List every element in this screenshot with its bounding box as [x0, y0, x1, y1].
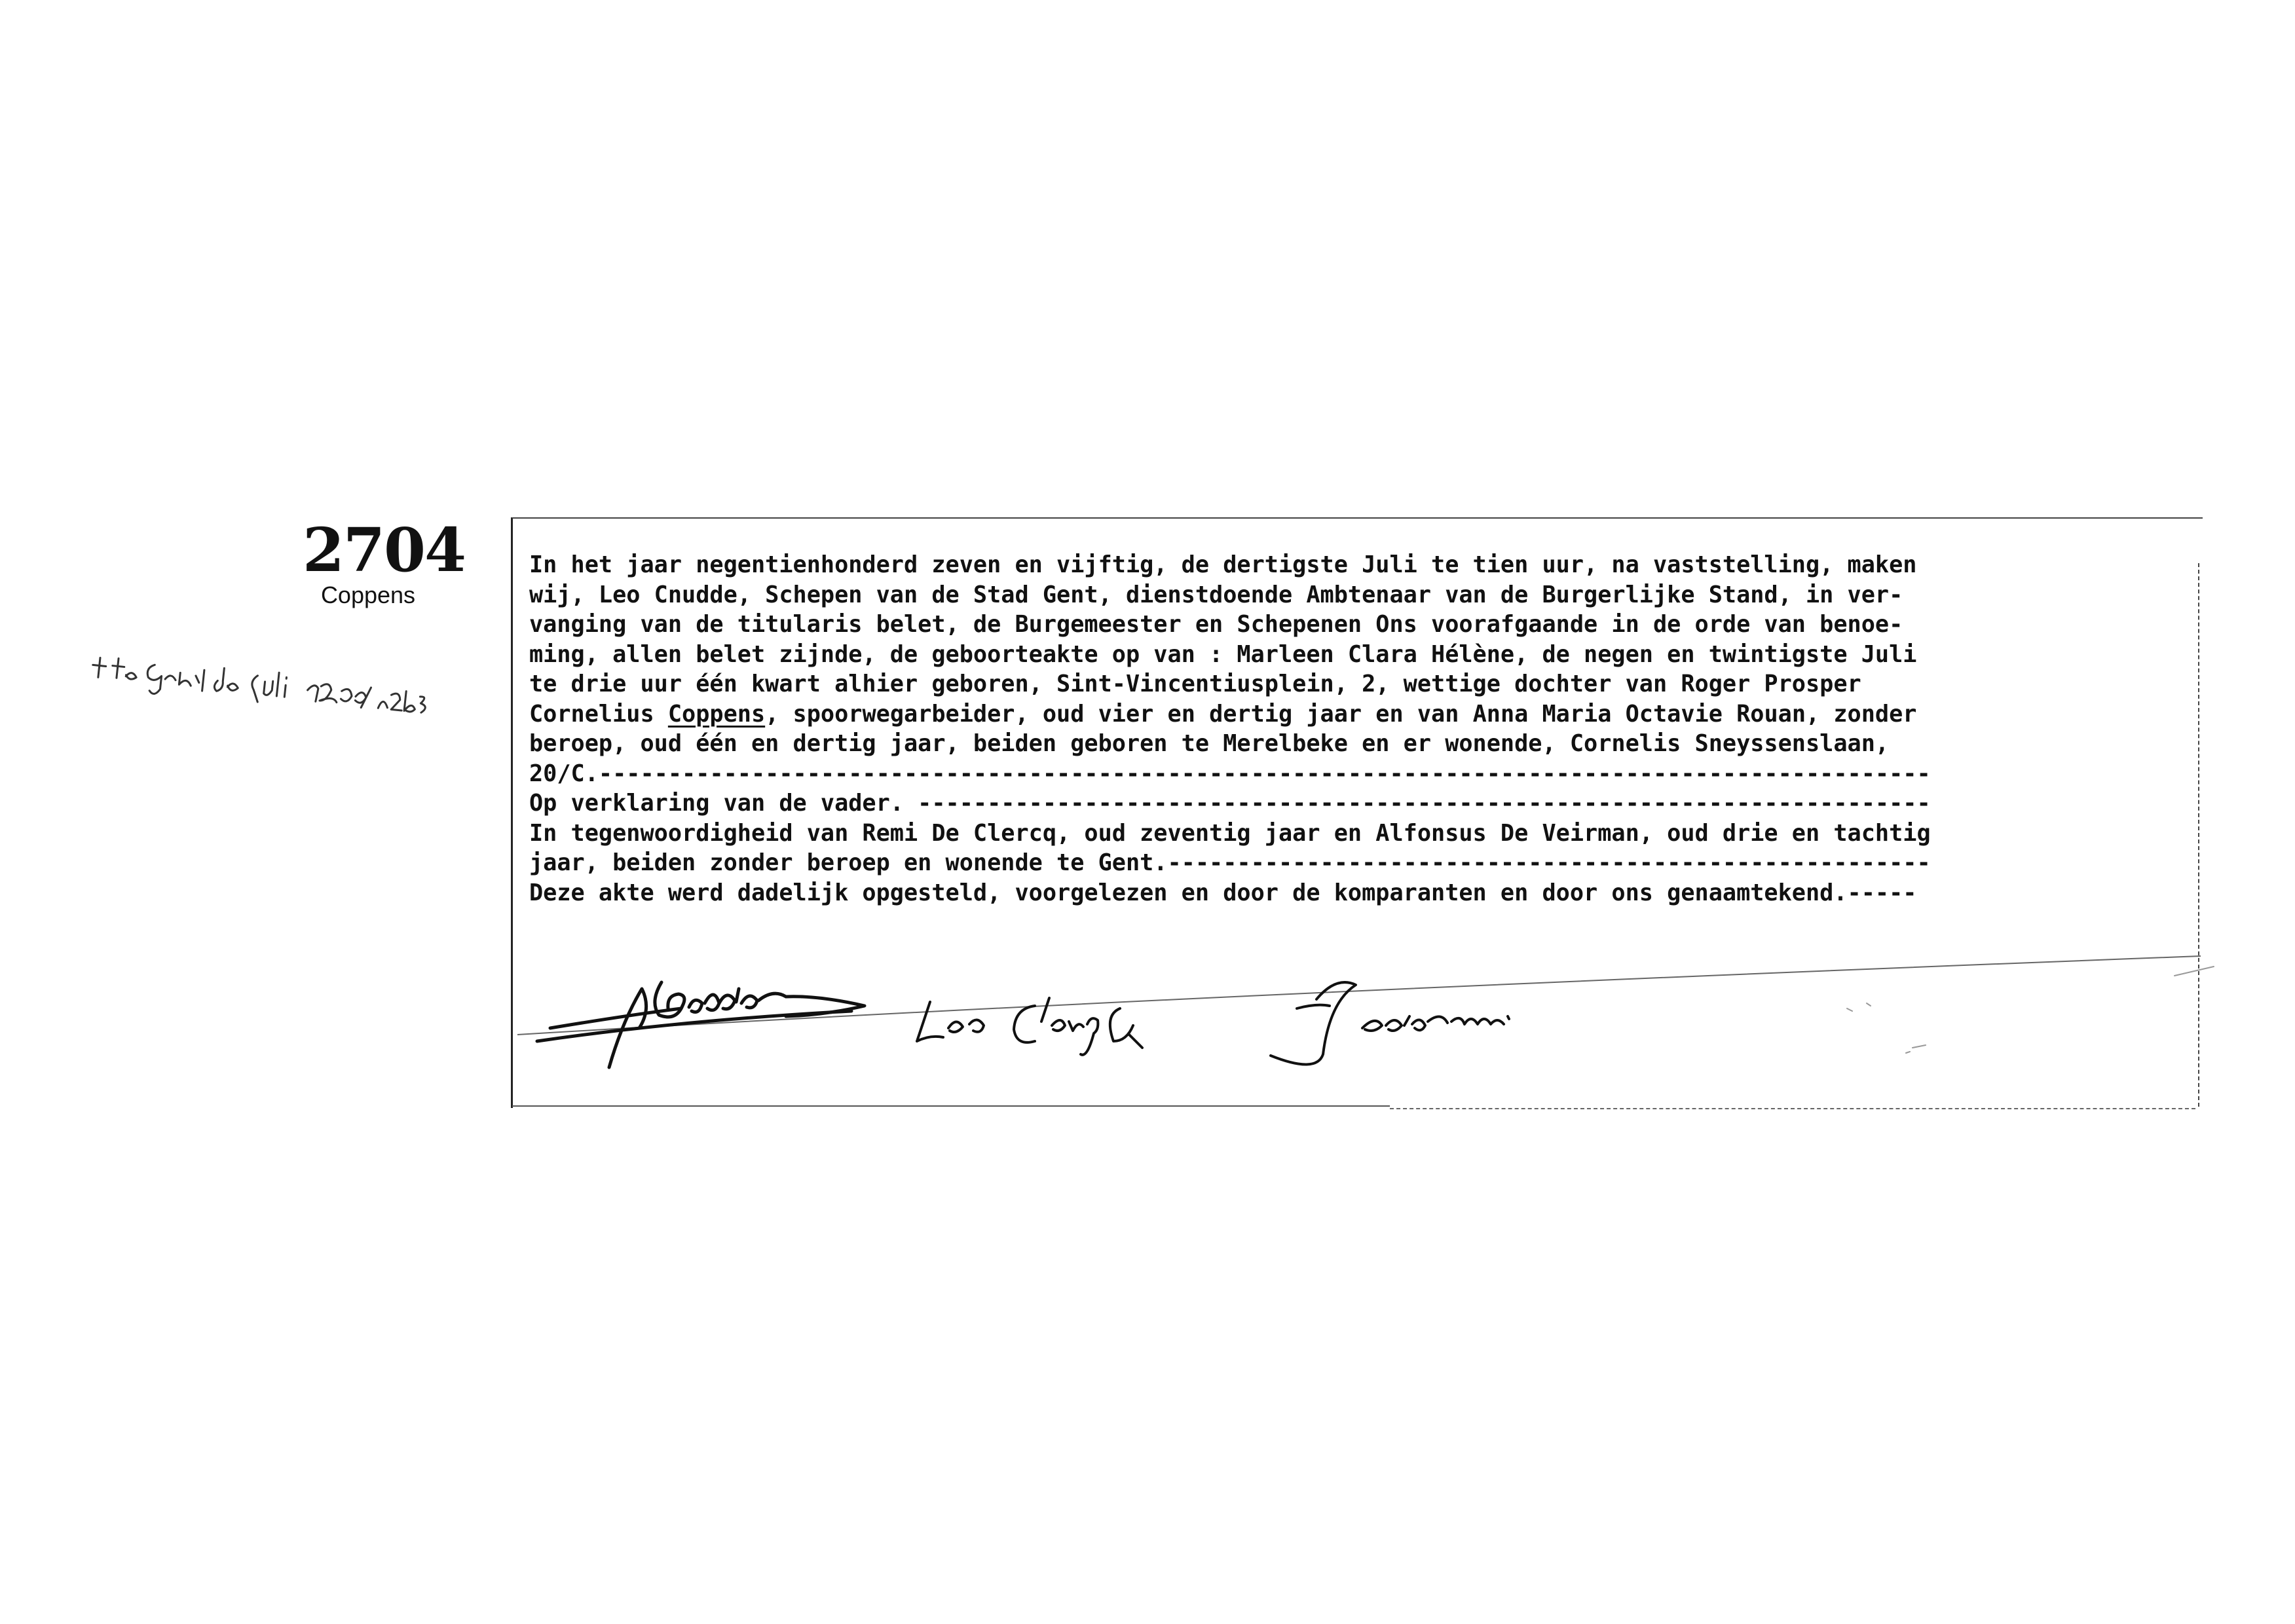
act-number: 2704: [303, 515, 466, 585]
record-line-8: 20/C.------------------------------------------------------------------------------------------------: [529, 760, 1931, 787]
record-line-6-start: Cornelius: [529, 700, 668, 728]
signature-area: [511, 943, 2240, 1094]
record-line-9: Op verklaring van de vader. -------------------------------------------------------------------------: [529, 790, 1931, 817]
record-line-5: te drie uur één kwart alhier geboren, Sint-Vincentiusplein, 2, wettige dochter van Roger Prosper: [529, 671, 1861, 697]
act-surname: Coppens: [320, 581, 416, 608]
record-line-11: jaar, beiden zonder beroep en wonende te Gent.-------------------------------------------------------: [529, 849, 1931, 876]
birth-record-body: [529, 550, 2232, 908]
record-line-7: beroep, oud één en dertig jaar, beiden geboren te Merelbeke en er wonende, Cornelis Sneyssenslaan,: [529, 730, 1890, 757]
signature-coppens: [537, 982, 865, 1067]
underlined-surname: Coppens: [667, 700, 766, 728]
margin-death-annotation: [83, 638, 508, 760]
record-line-6: [529, 699, 2232, 729]
record-line-2: wij, Leo Cnudde, Schepen van de Stad Gent, dienstdoende Ambtenaar van de Burgerlijke Stand, in ver-: [529, 581, 1903, 608]
record-frame-bottom-edge-dashed: [1390, 1108, 2195, 1109]
signature-deveirman: [1271, 982, 1509, 1064]
record-line-10: In tegenwoordigheid van Remi De Clercq, oud zeventig jaar en Alfonsus De Veirman, oud drie en tachtig: [529, 819, 1931, 847]
signature-declercq: [917, 998, 1142, 1055]
record-line-12: Deze akte werd dadelijk opgesteld, voorgelezen en door de komparanten en door ons genaamtekend.-----: [529, 879, 1917, 906]
faint-marks: [1847, 967, 2214, 1053]
record-frame-bottom-edge: [512, 1105, 1390, 1107]
signatures-drawing: [511, 943, 2240, 1094]
record-line-6-end: , spoorwegarbeider, oud vier en dertig jaar en van Anna Maria Octavie Rouan, zonder: [765, 700, 1917, 728]
record-line-4: ming, allen belet zijnde, de geboorteakte op van : Marleen Clara Hélène, de negen en twintigste Juli: [529, 640, 1917, 668]
record-line-3: vanging van de titularis belet, de Burgemeester en Schepenen Ons voorafgaande in de orde van benoe-: [529, 611, 1903, 638]
record-line-1: In het jaar negentienhonderd zeven en vijftig, de dertigste Juli te tien uur, na vaststelling, maken: [529, 551, 1917, 578]
